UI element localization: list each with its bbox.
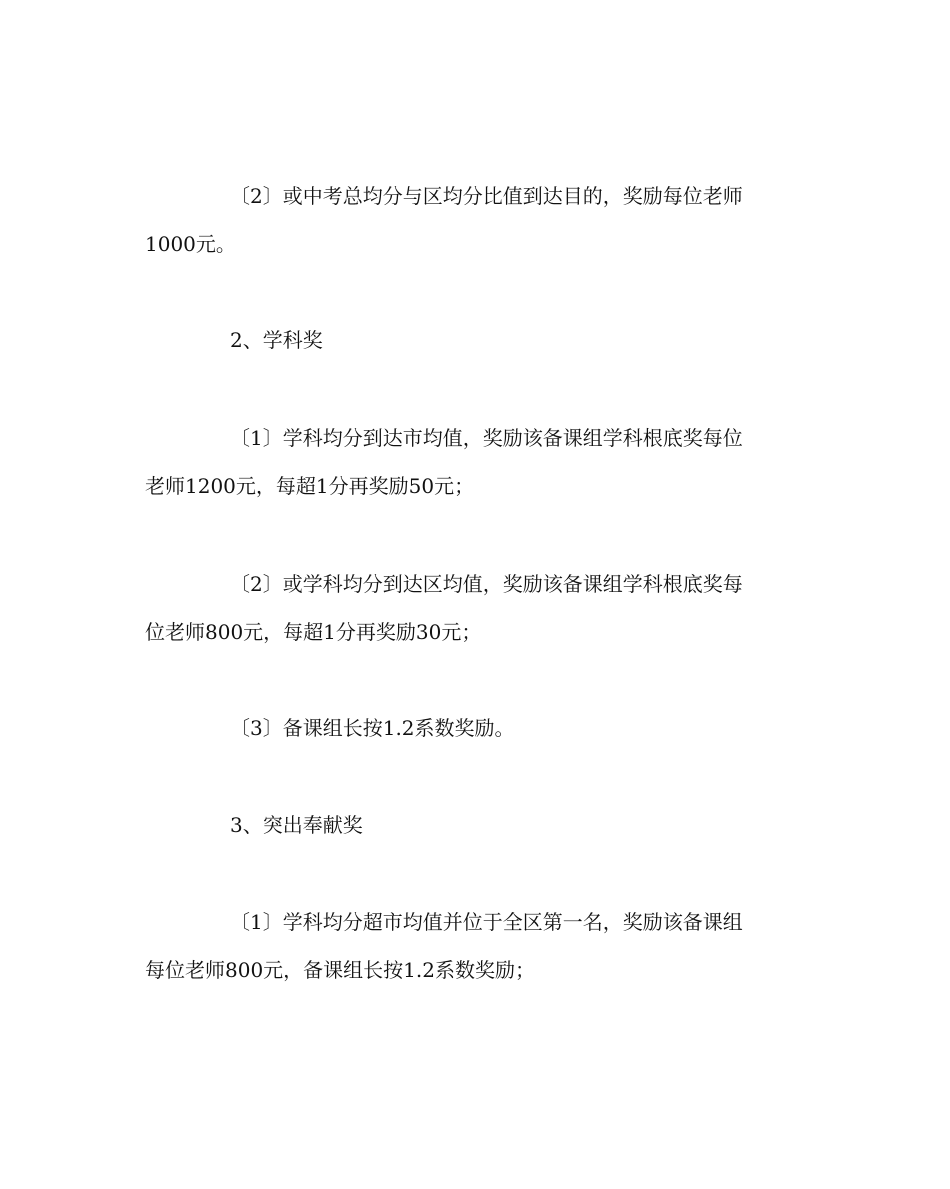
paragraph-line: 〔2〕或学科均分到达区均值，奖励该备课组学科根底奖每 <box>230 572 743 596</box>
section-heading-subject-award <box>145 316 790 364</box>
paragraph-district-average-award <box>145 560 790 656</box>
paragraph-line: 1000元。 <box>145 232 236 256</box>
paragraph-first-place-award <box>145 898 790 994</box>
paragraph-line: 〔1〕学科均分到达市均值，奖励该备课组学科根底奖每位 <box>230 426 743 450</box>
paragraph-line: 〔1〕学科均分超市均值并位于全区第一名，奖励该备课组 <box>230 910 743 934</box>
paragraph-total-average-award <box>145 172 790 268</box>
section-heading-outstanding-contribution <box>145 801 790 849</box>
paragraph-city-average-award <box>145 414 790 510</box>
paragraph-line: 每位老师800元，备课组长按1.2系数奖励； <box>145 958 535 982</box>
paragraph-line: 〔3〕备课组长按1.2系数奖励。 <box>230 716 515 740</box>
section-heading: 3、突出奉献奖 <box>230 813 363 837</box>
section-heading: 2、学科奖 <box>230 328 323 352</box>
paragraph-line: 〔2〕或中考总均分与区均分比值到达目的，奖励每位老师 <box>230 184 743 208</box>
paragraph-line: 位老师800元，每超1分再奖励30元； <box>145 620 482 644</box>
paragraph-line: 老师1200元，每超1分再奖励50元； <box>145 474 475 498</box>
paragraph-group-leader-coefficient <box>145 704 790 752</box>
